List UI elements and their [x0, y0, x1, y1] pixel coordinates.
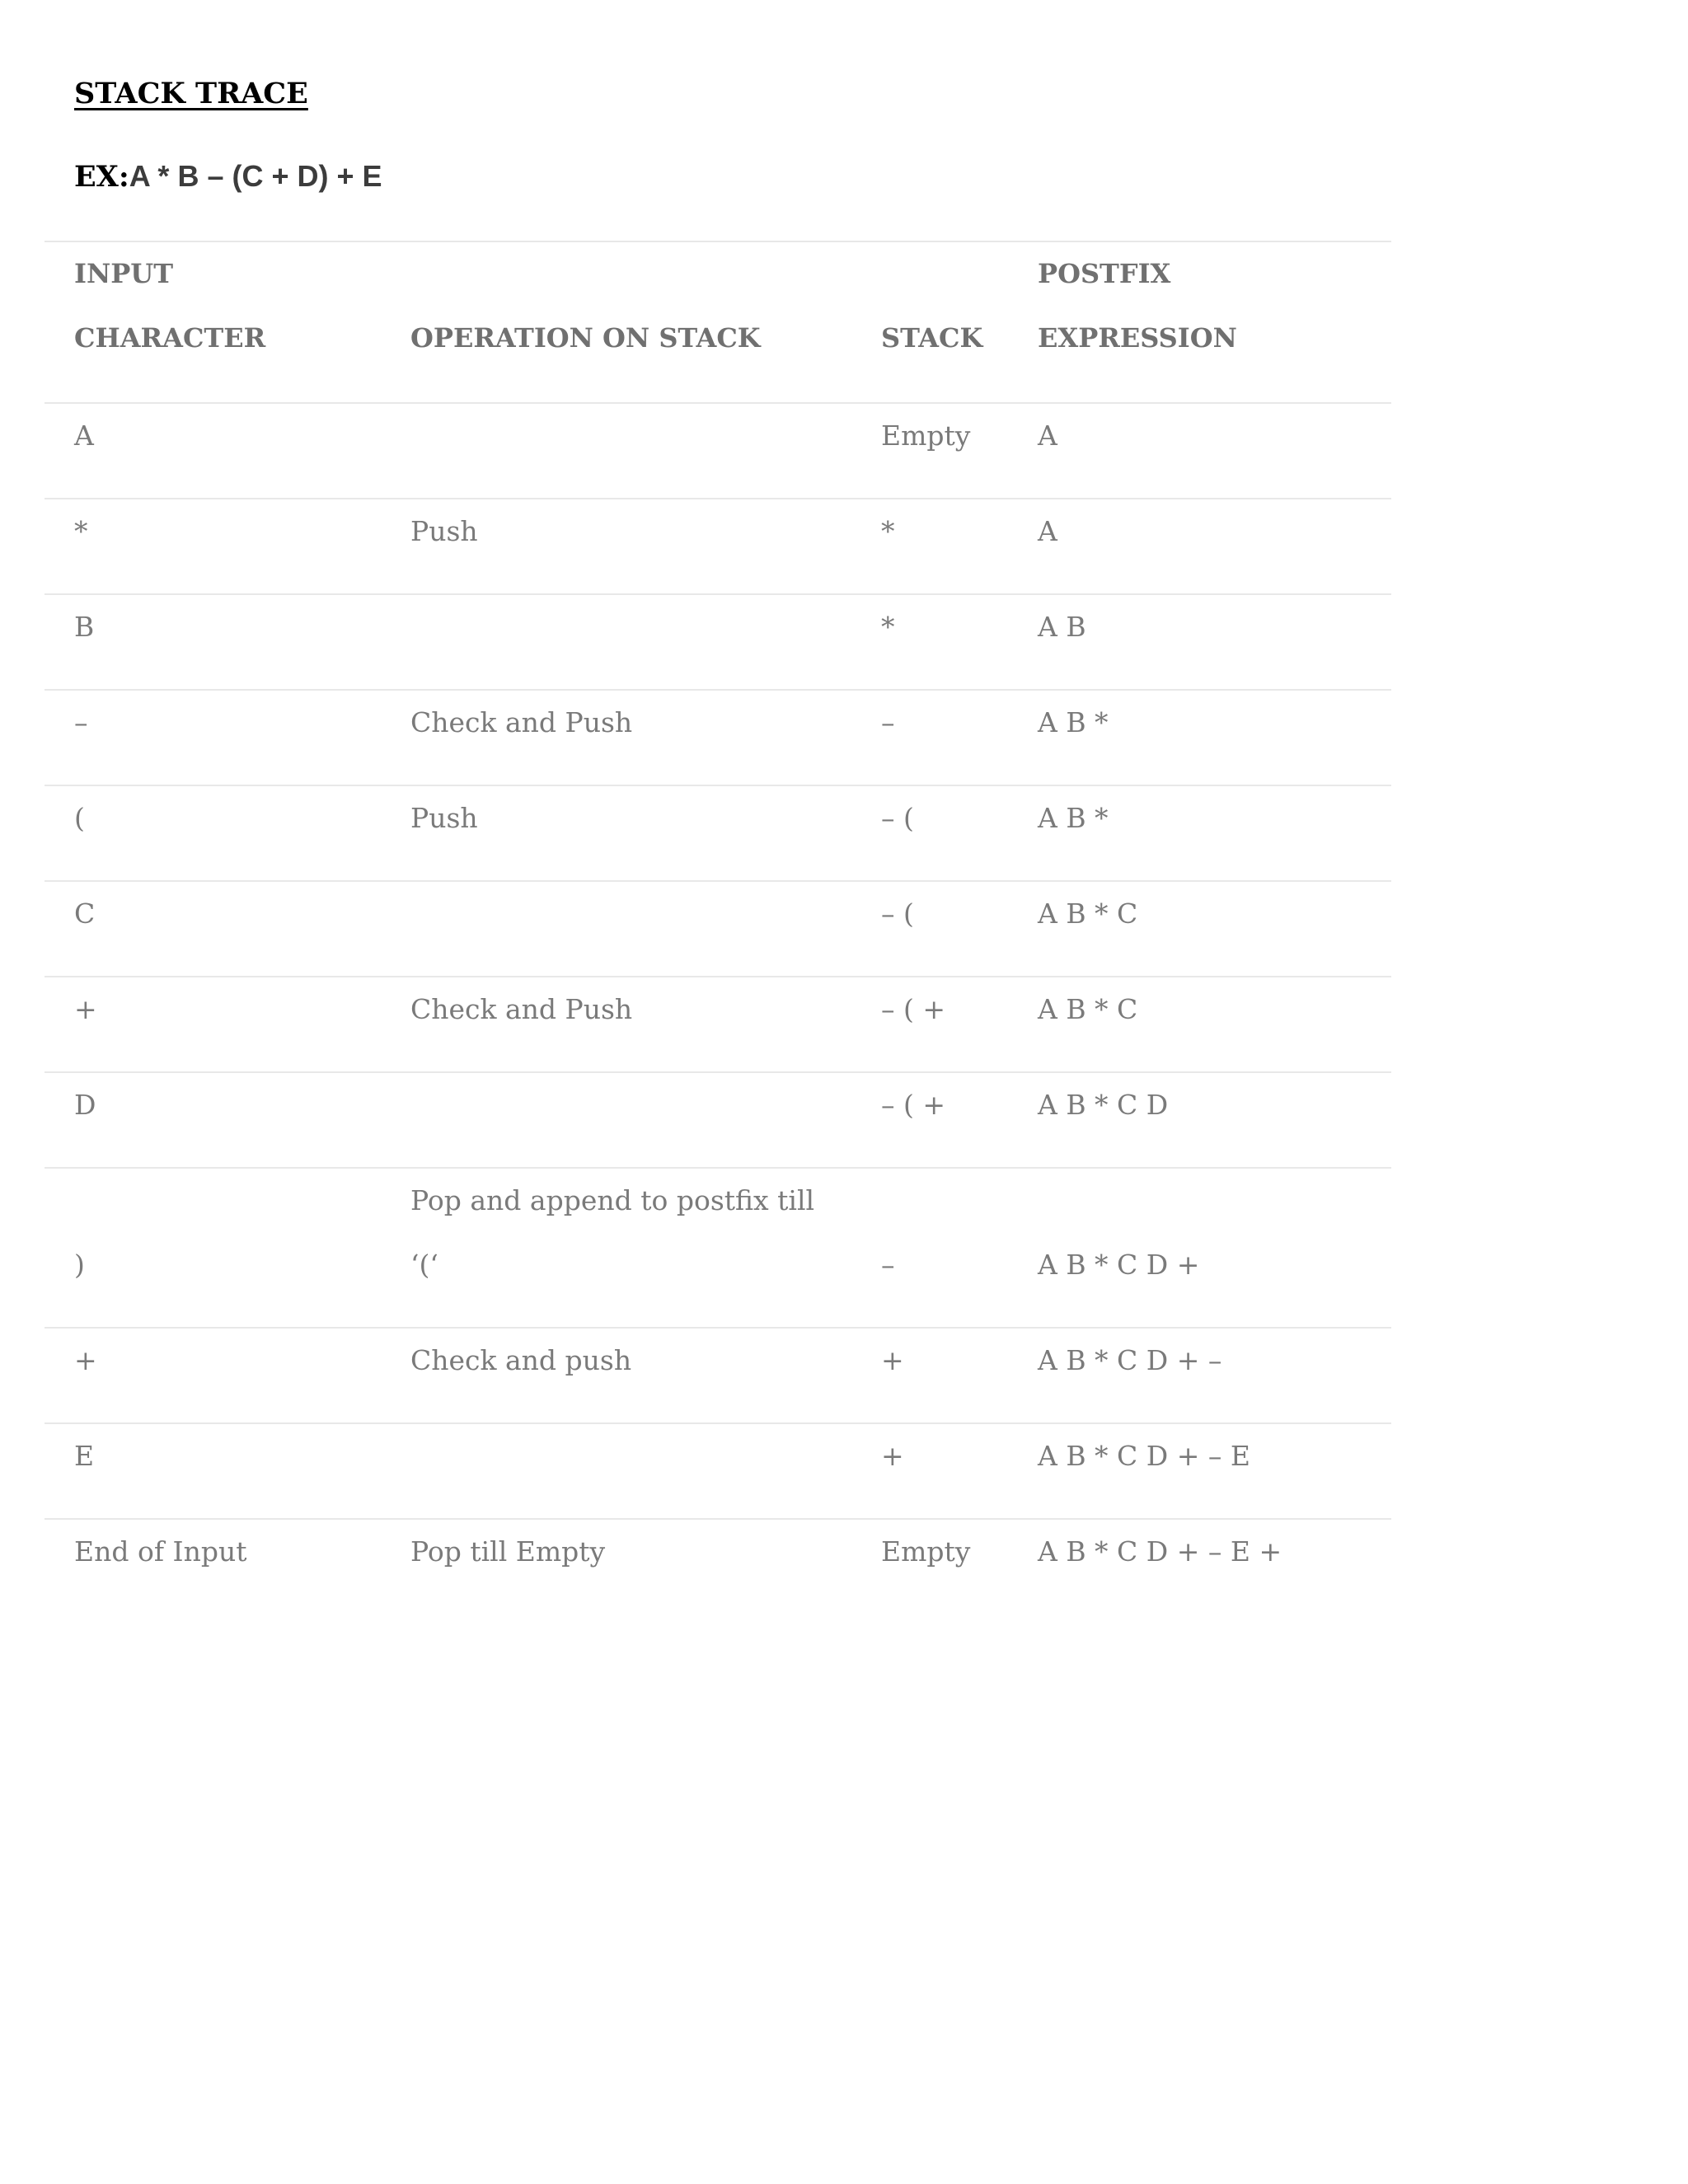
cell-input: E: [74, 1440, 95, 1472]
cell-postfix: A B * C D + – E +: [1038, 1535, 1282, 1568]
document-title: STACK TRACE: [74, 77, 308, 110]
cell-postfix: A B *: [1038, 802, 1109, 834]
cell-postfix: A B *: [1038, 706, 1109, 738]
table-row: [45, 786, 1391, 882]
table-header-row: [45, 242, 1391, 404]
header-stack: [881, 242, 1029, 402]
cell-stack: – (: [881, 802, 914, 834]
cell-postfix: A B * C: [1038, 898, 1138, 930]
table-row: [45, 691, 1391, 786]
header-stack-label: STACK: [881, 322, 983, 354]
table-row: [45, 404, 1391, 499]
cell-stack: Empty: [881, 419, 971, 452]
cell-operation-line1: Pop and append to postfix till: [410, 1184, 815, 1216]
cell-stack: +: [881, 1344, 904, 1376]
cell-input: B: [74, 611, 95, 643]
table-row: [45, 1424, 1391, 1520]
cell-operation: Pop till Empty: [410, 1535, 606, 1568]
stack-trace-table: [45, 241, 1391, 1614]
table-row: [45, 977, 1391, 1073]
cell-postfix: A: [1038, 515, 1057, 547]
cell-stack: – ( +: [881, 993, 946, 1025]
table-row: [45, 882, 1391, 977]
example-label: EX:: [74, 160, 129, 194]
cell-input: A: [74, 419, 94, 452]
cell-postfix: A B * C D: [1038, 1089, 1169, 1121]
header-postfix-line1: POSTFIX: [1038, 258, 1171, 289]
cell-operation: Check and Push: [410, 993, 633, 1025]
cell-operation: Check and push: [410, 1344, 632, 1376]
cell-input: D: [74, 1089, 96, 1121]
cell-operation: Push: [410, 802, 478, 834]
cell-stack: *: [881, 611, 895, 643]
cell-operation-line2: ‘(‘: [410, 1249, 438, 1281]
table-row: [45, 595, 1391, 691]
cell-postfix: A B * C: [1038, 993, 1138, 1025]
example-line: [74, 159, 382, 194]
header-postfix-line2: EXPRESSION: [1038, 322, 1237, 354]
cell-stack: – ( +: [881, 1089, 946, 1121]
cell-stack: –: [881, 706, 895, 738]
cell-postfix: A: [1038, 419, 1057, 452]
cell-stack: *: [881, 515, 895, 547]
table-row: [45, 1073, 1391, 1169]
header-postfix-expression: [1038, 242, 1384, 402]
cell-input: +: [74, 993, 97, 1025]
cell-stack: – (: [881, 898, 914, 930]
cell-postfix: A B * C D +: [1038, 1249, 1200, 1281]
table-row: [45, 1169, 1391, 1329]
cell-input: (: [74, 802, 85, 834]
cell-operation: Check and Push: [410, 706, 633, 738]
header-operation: [410, 242, 872, 402]
cell-input: C: [74, 898, 96, 930]
cell-postfix: A B: [1038, 611, 1086, 643]
cell-stack: –: [881, 1249, 895, 1281]
cell-stack: +: [881, 1440, 904, 1472]
cell-input: +: [74, 1344, 97, 1376]
cell-input: ): [74, 1249, 85, 1281]
cell-stack: Empty: [881, 1535, 971, 1568]
header-input-line2: CHARACTER: [74, 322, 266, 354]
table-row: [45, 1520, 1391, 1614]
table-row: [45, 499, 1391, 595]
header-operation-label: OPERATION ON STACK: [410, 322, 761, 354]
table-row: [45, 1329, 1391, 1424]
example-expression: A * B – (C + D) + E: [129, 159, 382, 193]
header-input-character: [74, 242, 396, 402]
cell-postfix: A B * C D + – E: [1038, 1440, 1250, 1472]
cell-postfix: A B * C D + –: [1038, 1344, 1222, 1376]
cell-input: –: [74, 706, 88, 738]
cell-operation: Push: [410, 515, 478, 547]
cell-input: *: [74, 515, 88, 547]
cell-input: End of Input: [74, 1535, 247, 1568]
header-input-line1: INPUT: [74, 258, 173, 289]
